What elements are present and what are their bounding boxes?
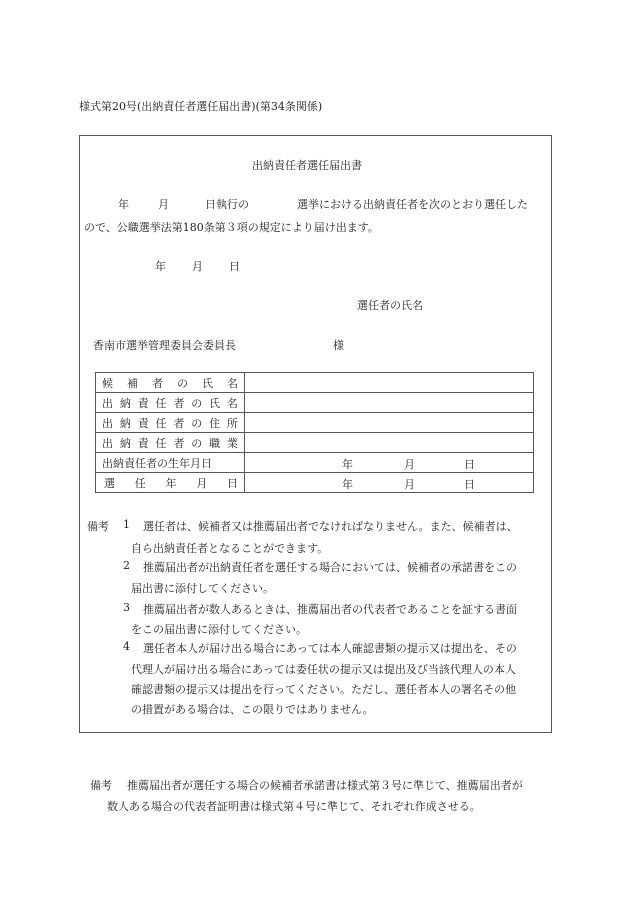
date-year: 年	[155, 260, 166, 273]
note-number: 3	[123, 601, 130, 614]
note-line: 推薦届出者が数人あるときは、推薦届出者の代表者であることを証する書面	[143, 603, 517, 616]
intro-day-exec: 日執行の	[205, 198, 249, 211]
note-line: 確認書類の提示又は提出を行ってください。ただし、選任者本人の署名その他	[131, 683, 516, 696]
label-treasurer-name: 出 納 責 任 者 の 氏 名	[96, 393, 245, 413]
value-treasurer-address[interactable]	[245, 413, 534, 433]
note-line: 選任者本人が届け出る場合にあっては本人確認書類の提示又は提出を、その	[143, 642, 517, 655]
label-treasurer-occupation: 出 納 責 任 者 の 職 業	[96, 433, 245, 453]
appointer-name-label: 選任者の氏名	[357, 299, 423, 312]
info-table	[95, 372, 534, 493]
label-candidate-name: 候 補 者 の 氏 名	[96, 373, 245, 393]
value-candidate-name[interactable]	[245, 373, 534, 393]
table-row	[96, 433, 534, 453]
value-treasurer-birthdate[interactable]: 年 月 日	[245, 453, 534, 473]
note-number: 1	[123, 518, 130, 531]
addressee-honorific: 様	[333, 339, 344, 352]
table-row	[96, 473, 534, 493]
footer-heading: 備考	[90, 779, 112, 792]
value-appointment-date[interactable]: 年 月 日	[245, 473, 534, 493]
note-line: 推薦届出者が出納責任者を選任する場合においては、候補者の承諾書をこの	[143, 561, 517, 574]
date-day: 日	[229, 260, 240, 273]
note-line: 代理人が届け出る場合にあっては委任状の提示又は提出及び当該代理人の本人	[131, 663, 516, 676]
table-row	[96, 453, 534, 473]
label-treasurer-birthdate: 出納責任者の生年月日	[96, 453, 245, 473]
value-treasurer-name[interactable]	[245, 393, 534, 413]
note-line: をこの届出書に添付してください。	[131, 623, 307, 636]
table-row	[96, 393, 534, 413]
note-line: 届出書に添付してください。	[131, 582, 274, 595]
form-header: 様式第20号(出納責任者選任届出書)(第34条関係)	[79, 100, 323, 113]
note-line: の措置がある場合は、この限りではありません。	[131, 703, 374, 716]
intro-year: 年	[118, 198, 129, 211]
note-line: 選任者は、候補者又は推薦届出者でなければなりません。また、候補者は、	[143, 520, 518, 533]
note-number: 2	[123, 559, 130, 572]
label-treasurer-address: 出 納 責 任 者 の 住 所	[96, 413, 245, 433]
intro-month: 月	[158, 198, 169, 211]
addressee-name: 香南市選挙管理委員会委員長	[93, 339, 236, 352]
form-title: 出納責任者選任届出書	[252, 159, 362, 172]
intro-line2: ので、公職選挙法第180条第３項の規定により届け出ます。	[84, 221, 379, 234]
notes-heading: 備考	[87, 520, 109, 533]
date-month: 月	[192, 260, 203, 273]
intro-line1-rest: 選挙における出納責任者を次のとおり選任した	[297, 198, 528, 211]
note-line: 自ら出納責任者となることができます。	[131, 542, 329, 555]
table-row	[96, 373, 534, 393]
footer-line-1: 推薦届出者が選任する場合の候補者承諾書は様式第３号に準じて、推薦届出者が	[127, 779, 523, 792]
table-row	[96, 413, 534, 433]
note-number: 4	[123, 640, 130, 653]
value-treasurer-occupation[interactable]	[245, 433, 534, 453]
footer-line-2: 数人ある場合の代表者証明書は様式第４号に準じて、それぞれ作成させる。	[107, 800, 481, 813]
label-appointment-date: 選 任 年 月 日	[96, 473, 245, 493]
